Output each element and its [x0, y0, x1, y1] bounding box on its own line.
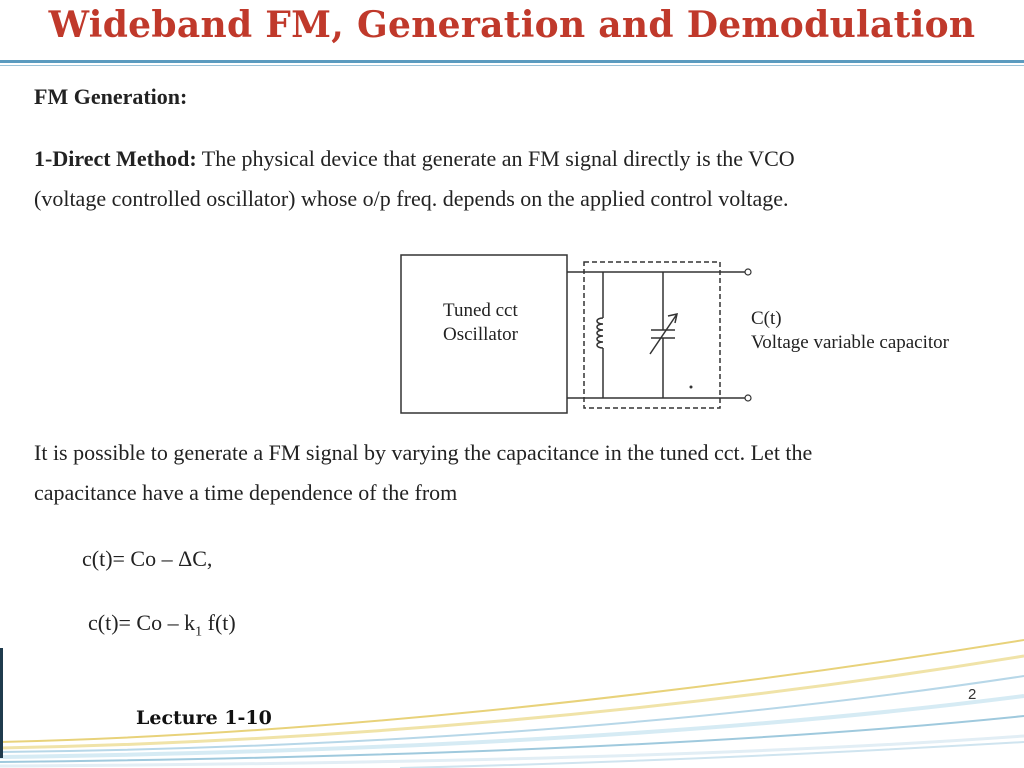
equation-2-subscript: 1	[195, 624, 203, 640]
stray-dot	[690, 386, 693, 389]
equation-2	[88, 610, 236, 640]
oscillator-label-line1: Tuned cct	[443, 300, 518, 321]
direct-method-line2: (voltage controlled oscillator) whose o/p freq. depends on the applied control voltage.	[34, 186, 789, 211]
capacitor-label: C(t)	[751, 308, 782, 329]
inductor-coil-icon	[597, 318, 603, 348]
slide-title: Wideband FM, Generation and Demodulation	[48, 4, 976, 46]
capacitor-description: Voltage variable capacitor	[751, 332, 949, 353]
oscillator-label-line2: Oscillator	[443, 324, 518, 345]
top-terminal	[745, 269, 751, 275]
direct-method-label: 1-Direct Method:	[34, 146, 197, 171]
footer-lecture-label: Lecture 1-10	[136, 707, 272, 729]
direct-method-text1: The physical device that generate an FM signal directly is the VCO	[196, 146, 795, 171]
equation-2-tail: f(t)	[202, 610, 236, 635]
equation-1: c(t)= Co – ΔC,	[82, 546, 213, 571]
paragraph-line2: capacitance have a time dependence of the from	[34, 480, 458, 505]
page-number: 2	[968, 686, 977, 703]
paragraph-line1: It is possible to generate a FM signal by varying the capacitance in the tuned cct. Let the	[34, 440, 813, 465]
bottom-terminal	[745, 395, 751, 401]
section-heading: FM Generation:	[34, 84, 188, 109]
dashed-tank-box	[584, 262, 720, 408]
equation-2-main: c(t)= Co – k	[88, 610, 196, 635]
